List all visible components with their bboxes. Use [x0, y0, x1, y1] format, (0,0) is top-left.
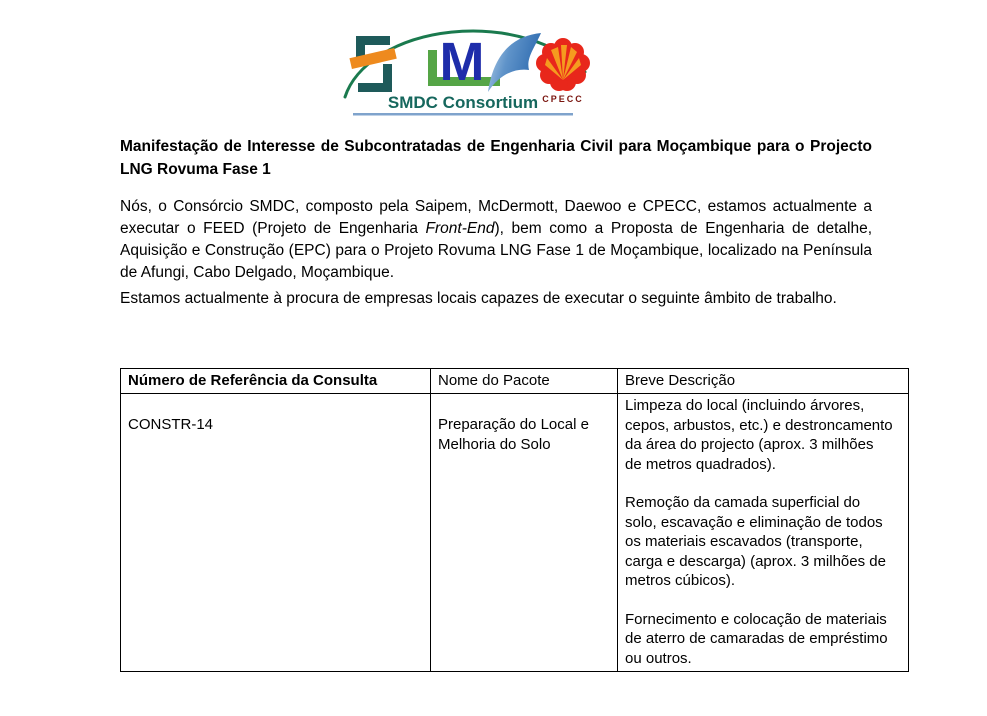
logo-letter-s — [349, 36, 396, 92]
header-brief-description: Breve Descrição — [618, 369, 909, 394]
intro-text-post: ), bem como a Proposta de Engenharia de detalhe, Aquisição e Construção (EPC) para o Projeto Rovuma LNG Fase 1 de Moçambique, localizado na Península de Afungi, Cabo Delgado, Moçambique. — [120, 220, 873, 281]
logo-wordmark: SMDC Consortium — [387, 93, 539, 112]
smdc-logo-graphic — [338, 6, 594, 118]
cell-brief-description — [618, 394, 909, 672]
header-reference-number: Número de Referência da Consulta — [121, 369, 431, 394]
table-header-row — [121, 369, 909, 394]
description-paragraph-2: Remoção da camada superficial do solo, escavação e eliminação de todos os materiais escavados (transporte, carga e descarga) (aprox. 3 milhões de metros cúbicos). — [625, 494, 886, 589]
cpecc-flower-icon — [536, 38, 590, 104]
intro-paragraph — [120, 196, 872, 284]
logo-underline — [353, 113, 573, 116]
header-package-name: Nome do Pacote — [431, 369, 618, 394]
cpecc-label: CPECC — [542, 94, 584, 104]
cell-package-name: Preparação do Local e Melhoria do Solo — [431, 394, 618, 672]
intro-text-pre: Nós, o Consórcio SMDC, composto pela Saipem, McDermott, Daewoo e CPECC, estamos actualmente a executar o FEED (Projeto de Engenharia — [120, 198, 872, 237]
consultation-table — [120, 368, 909, 672]
document-title: Manifestação de Interesse de Subcontratadas de Engenharia Civil para Moçambique para o Projecto LNG Rovuma Fase 1 — [120, 138, 872, 178]
description-paragraph-3: Fornecimento e colocação de materiais de aterro de camaradas de empréstimo ou outros. — [625, 610, 888, 667]
scope-paragraph: Estamos actualmente à procura de empresas locais capazes de executar o seguinte âmbito de trabalho. — [120, 290, 837, 307]
smdc-consortium-logo — [338, 6, 594, 118]
intro-text-italic: Front-End — [425, 220, 495, 237]
description-paragraph-1: Limpeza do local (incluindo árvores, cepos, arbustos, etc.) e destroncamento da área do projecto (aprox. 3 milhões de metros quadrados). — [625, 397, 893, 473]
logo-letter-m: M — [439, 32, 485, 92]
table-row — [121, 394, 909, 672]
cell-reference-number: CONSTR-14 — [121, 394, 431, 672]
